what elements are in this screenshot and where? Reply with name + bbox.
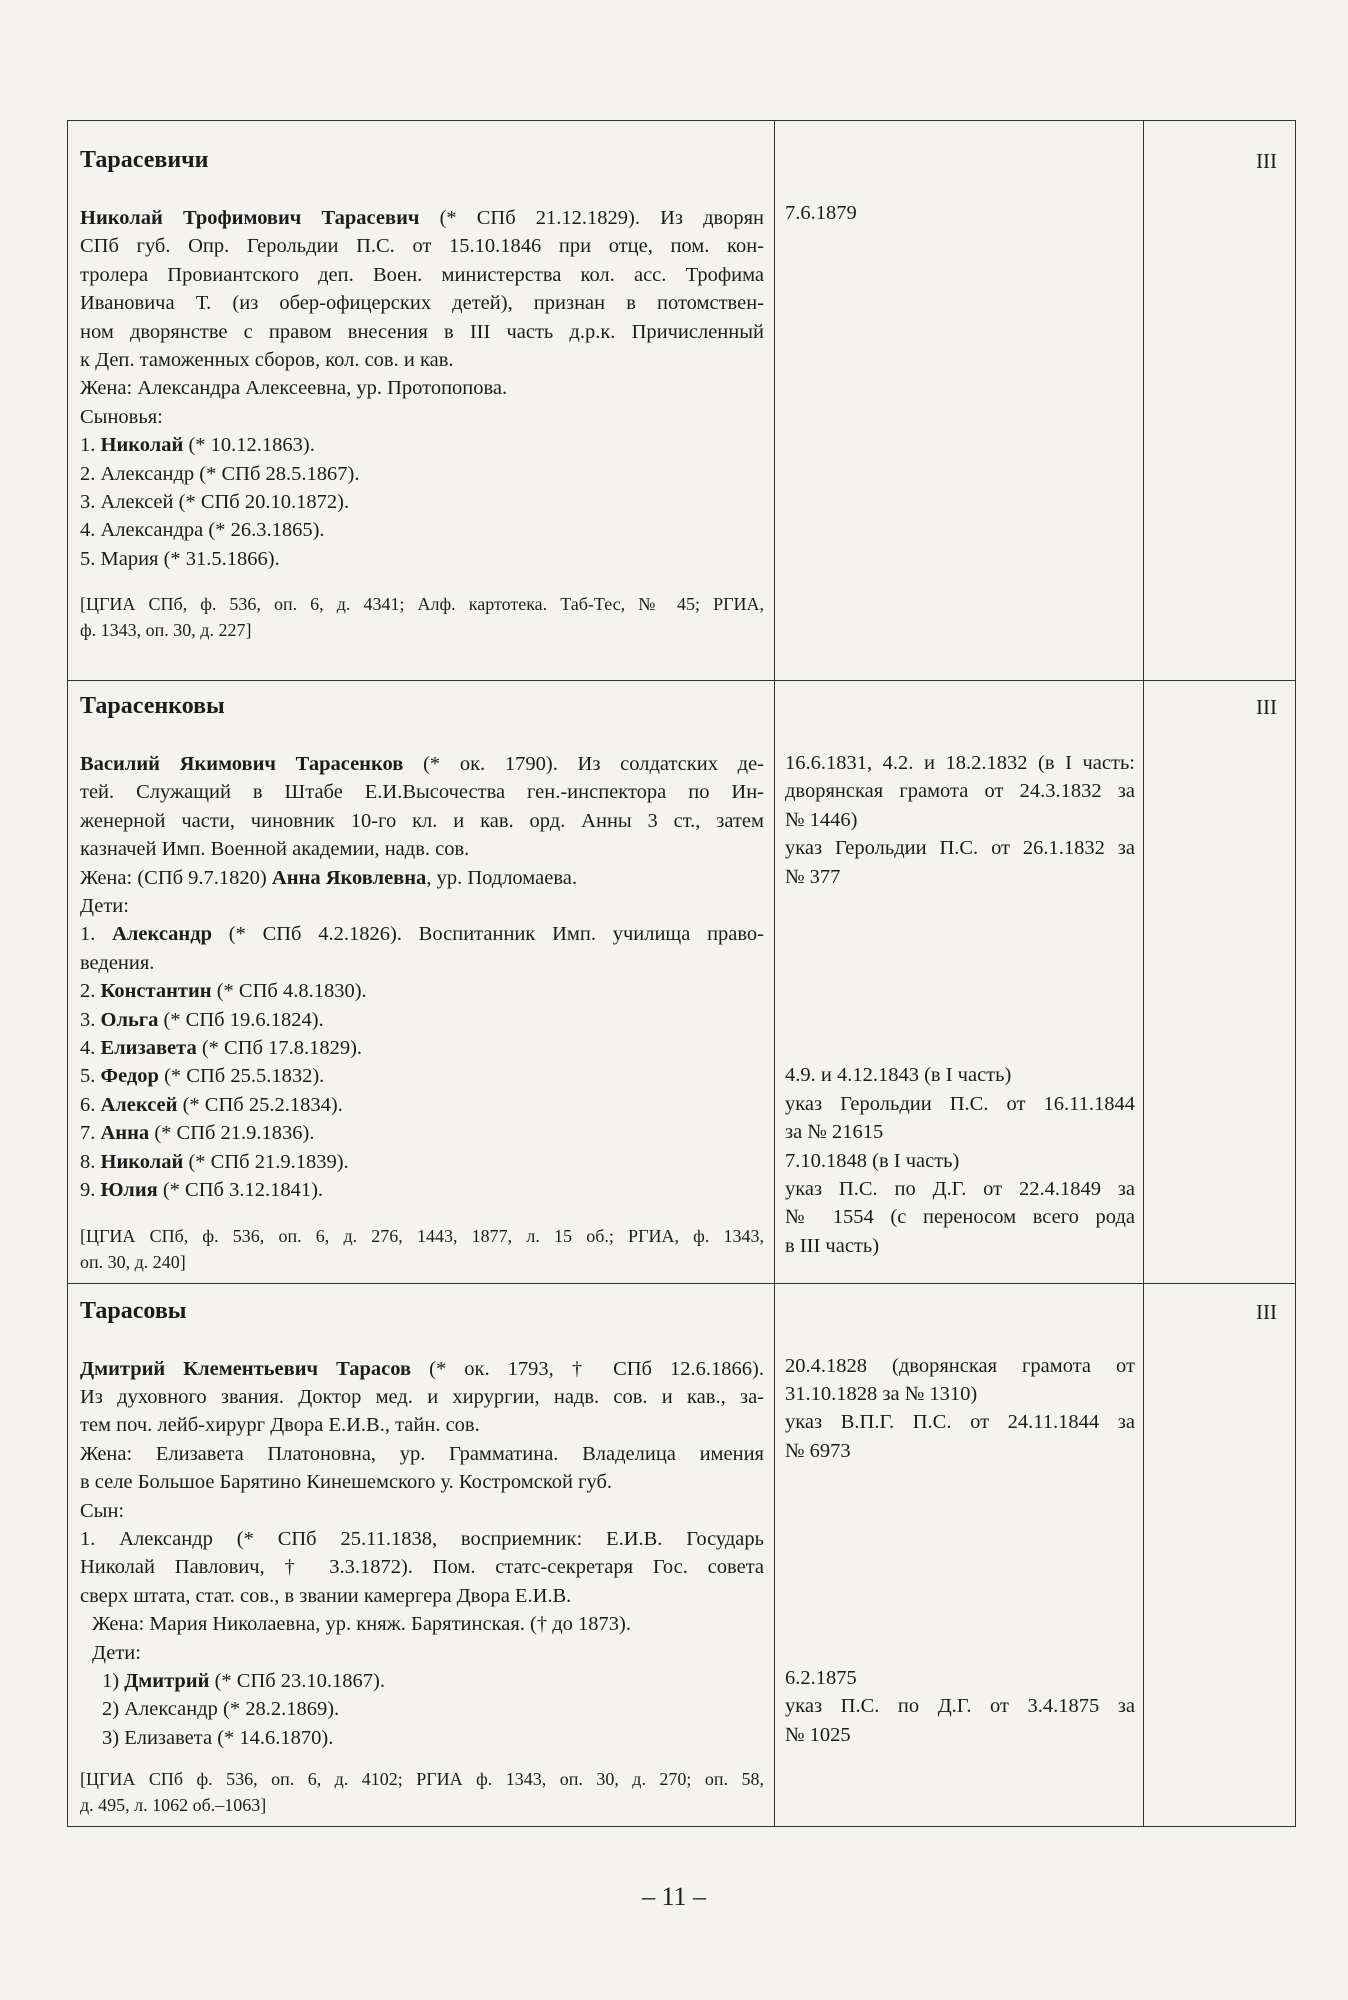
entry-line: 7. Анна (* СПб 21.9.1836). (80, 1122, 315, 1145)
category-cell (1144, 1283, 1296, 1827)
bold-name: Николай Трофимович Тарасевич (80, 207, 420, 229)
family-name: Тарасовы (80, 1297, 187, 1324)
bold-name: Николай (100, 434, 184, 457)
date-line: № 1025 (785, 1723, 851, 1746)
entry-line: 5. Мария (* 31.5.1866). (80, 547, 280, 570)
date-line: 7.10.1848 (в I часть) (785, 1149, 960, 1172)
entry-line: казначей Имп. Военной академии, надв. сов. (80, 838, 470, 861)
entry-line: 3. Ольга (* СПб 19.6.1824). (80, 1008, 324, 1031)
source-reference: ф. 1343, оп. 30, д. 227] (80, 620, 252, 641)
entry-line: Сын: (80, 1499, 125, 1522)
entry-line: Дети: (92, 1641, 141, 1664)
entry-line: тем поч. лейб-хирург Двора Е.И.В., тайн. сов. (80, 1414, 480, 1437)
date-line: указ П.С. по Д.Г. от 3.4.1875 за (785, 1695, 1135, 1718)
genealogy-table (67, 120, 1296, 1827)
entry-line: 2) Александр (* 28.2.1869). (102, 1698, 340, 1721)
page-number: – 11 – (641, 1882, 707, 1911)
bold-name: Василий Якимович Тарасенков (80, 753, 404, 775)
date-line: указ П.С. по Д.Г. от 22.4.1849 за (785, 1178, 1135, 1201)
category-cell (1144, 121, 1296, 681)
entry-line: сверх штата, стат. сов., в звании камергера Двора Е.И.В. (80, 1584, 572, 1607)
entry-line: тей. Служащий в Штабе Е.И.Высочества ген.-инспектора по Ин- (80, 781, 764, 804)
entry-cell (68, 121, 775, 681)
bold-name: Анна Яковлевна (271, 866, 427, 889)
date-line: 6.2.1875 (785, 1666, 857, 1689)
category-cell (1144, 681, 1296, 1284)
bold-name: Анна (100, 1122, 150, 1145)
entry-line: 1) Дмитрий (* СПб 23.10.1867). (102, 1669, 385, 1692)
entry-line: 1. Александр (* СПб 4.2.1826). Воспитанник Имп. училища право- (80, 923, 765, 946)
entry-line: тролера Провиантского деп. Воен. министерства кол. асс. Трофима (80, 263, 764, 286)
date-line: за № 21615 (785, 1121, 884, 1144)
family-row (68, 121, 1296, 681)
entry-cell (68, 681, 775, 1284)
bold-name: Дмитрий (124, 1669, 210, 1692)
bold-name: Константин (100, 980, 212, 1003)
entry-line: Сыновья: (80, 405, 163, 428)
entry-line: 8. Николай (* СПб 21.9.1839). (80, 1150, 349, 1173)
entry-line: Жена: (СПб 9.7.1820) Анна Яковлевна, ур. Подломаева. (80, 866, 577, 889)
dates-cell (775, 1283, 1144, 1827)
entry-line: Ивановича Т. (из обер-офицерских детей), признан в потомствен- (80, 292, 764, 315)
entry-line: 4. Александра (* 26.3.1865). (80, 519, 325, 542)
source-reference: оп. 30, д. 240] (80, 1251, 186, 1272)
entry-line: 4. Елизавета (* СПб 17.8.1829). (80, 1037, 363, 1060)
date-line: № 1446) (785, 808, 858, 831)
family-row (68, 1283, 1296, 1827)
entry-line: ном дворянстве с правом внесения в III часть д.р.к. Причисленный (80, 320, 764, 343)
family-name: Тарасенковы (80, 693, 225, 719)
date-line: указ Герольдии П.С. от 16.11.1844 (785, 1092, 1135, 1115)
entry-line: 1. Николай (* 10.12.1863). (80, 434, 315, 457)
bold-name: Юлия (100, 1179, 158, 1202)
entry-line: 3) Елизавета (* 14.6.1870). (102, 1726, 334, 1749)
entry-line: в селе Большое Барятино Кинешемского у. Костромской губ. (80, 1471, 613, 1494)
category-label: III (1256, 149, 1277, 173)
entry-line: Николай Трофимович Тарасевич (* СПб 21.12.1829). Из дворян (80, 207, 764, 229)
date-line: в III часть) (785, 1234, 880, 1257)
entry-line: Жена: Мария Николаевна, ур. княж. Барятинская. († до 1873). (92, 1613, 631, 1636)
family-row (68, 681, 1296, 1284)
category-label: III (1256, 695, 1277, 719)
entry-line: 2. Константин (* СПб 4.8.1830). (80, 980, 367, 1003)
family-name: Тарасевичи (80, 147, 209, 173)
bold-name: Ольга (100, 1008, 159, 1031)
date-line: № 377 (785, 865, 841, 888)
bold-name: Дмитрий Клементьевич Тарасов (80, 1357, 412, 1380)
dates-cell (775, 681, 1144, 1284)
bold-name: Алексей (100, 1093, 178, 1116)
bold-name: Николай (100, 1150, 184, 1173)
date-line: 31.10.1828 за № 1310) (785, 1382, 978, 1405)
source-reference: [ЦГИА СПб ф. 536, оп. 6, д. 4102; РГИА ф. 1343, оп. 30, д. 270; оп. 58, (80, 1769, 764, 1790)
source-reference: д. 495, л. 1062 об.–1063] (80, 1795, 267, 1816)
entry-line: ведения. (80, 951, 155, 974)
date-line: № 1554 (с переносом всего рода (785, 1206, 1135, 1229)
entry-line: к Деп. таможенных сборов, кол. сов. и кав. (80, 349, 454, 372)
entry-line: женерной части, чиновник 10-го кл. и кав. орд. Анны 3 ст., затем (80, 809, 764, 832)
source-reference: [ЦГИА СПб, ф. 536, оп. 6, д. 4341; Алф. картотека. Таб-Тес, № 45; РГИА, (80, 594, 764, 615)
entry-line: 2. Александр (* СПб 28.5.1867). (80, 462, 360, 485)
entry-line: Из духовного звания. Доктор мед. и хирургии, надв. сов. и кав., за- (80, 1385, 764, 1408)
date-line: указ Герольдии П.С. от 26.1.1832 за (785, 837, 1135, 860)
entry-line: Николай Павлович, † 3.3.1872). Пом. статс-секретаря Гос. совета (80, 1556, 764, 1579)
entry-line: 6. Алексей (* СПб 25.2.1834). (80, 1093, 343, 1116)
date-line: 4.9. и 4.12.1843 (в I часть) (785, 1064, 1012, 1087)
date-line: указ В.П.Г. П.С. от 24.11.1844 за (785, 1411, 1135, 1434)
entry-line: Дмитрий Клементьевич Тарасов (* ок. 1793, † СПб 12.6.1866). (80, 1357, 764, 1380)
dates-cell (775, 121, 1144, 681)
date-line: 7.6.1879 (785, 202, 857, 224)
entry-line: Василий Якимович Тарасенков (* ок. 1790). Из солдатских де- (80, 753, 765, 775)
date-line: 20.4.1828 (дворянская грамота от (785, 1354, 1135, 1377)
entry-line: 9. Юлия (* СПб 3.12.1841). (80, 1179, 324, 1202)
bold-name: Александр (112, 923, 213, 946)
bold-name: Елизавета (100, 1037, 197, 1060)
entry-line: Дети: (80, 895, 129, 918)
date-line: 16.6.1831, 4.2. и 18.2.1832 (в I часть: (785, 752, 1135, 774)
category-label: III (1256, 1299, 1277, 1324)
date-line: дворянская грамота от 24.3.1832 за (785, 780, 1135, 803)
source-reference: [ЦГИА СПб, ф. 536, оп. 6, д. 276, 1443, 1877, л. 15 об.; РГИА, ф. 1343, (80, 1225, 764, 1246)
entry-line: 5. Федор (* СПб 25.5.1832). (80, 1065, 325, 1088)
entry-line: 1. Александр (* СПб 25.11.1838, восприемник: Е.И.В. Государь (80, 1527, 764, 1550)
entry-cell (68, 1283, 775, 1827)
date-line: № 6973 (785, 1439, 851, 1462)
entry-line: Жена: Александра Алексеевна, ур. Протопопова. (80, 377, 508, 400)
bold-name: Федор (100, 1065, 159, 1088)
entry-line: СПб губ. Опр. Герольдии П.С. от 15.10.1846 при отце, пом. кон- (80, 235, 764, 258)
entry-line: Жена: Елизавета Платоновна, ур. Грамматина. Владелица имения (80, 1442, 764, 1465)
entry-line: 3. Алексей (* СПб 20.10.1872). (80, 491, 350, 514)
